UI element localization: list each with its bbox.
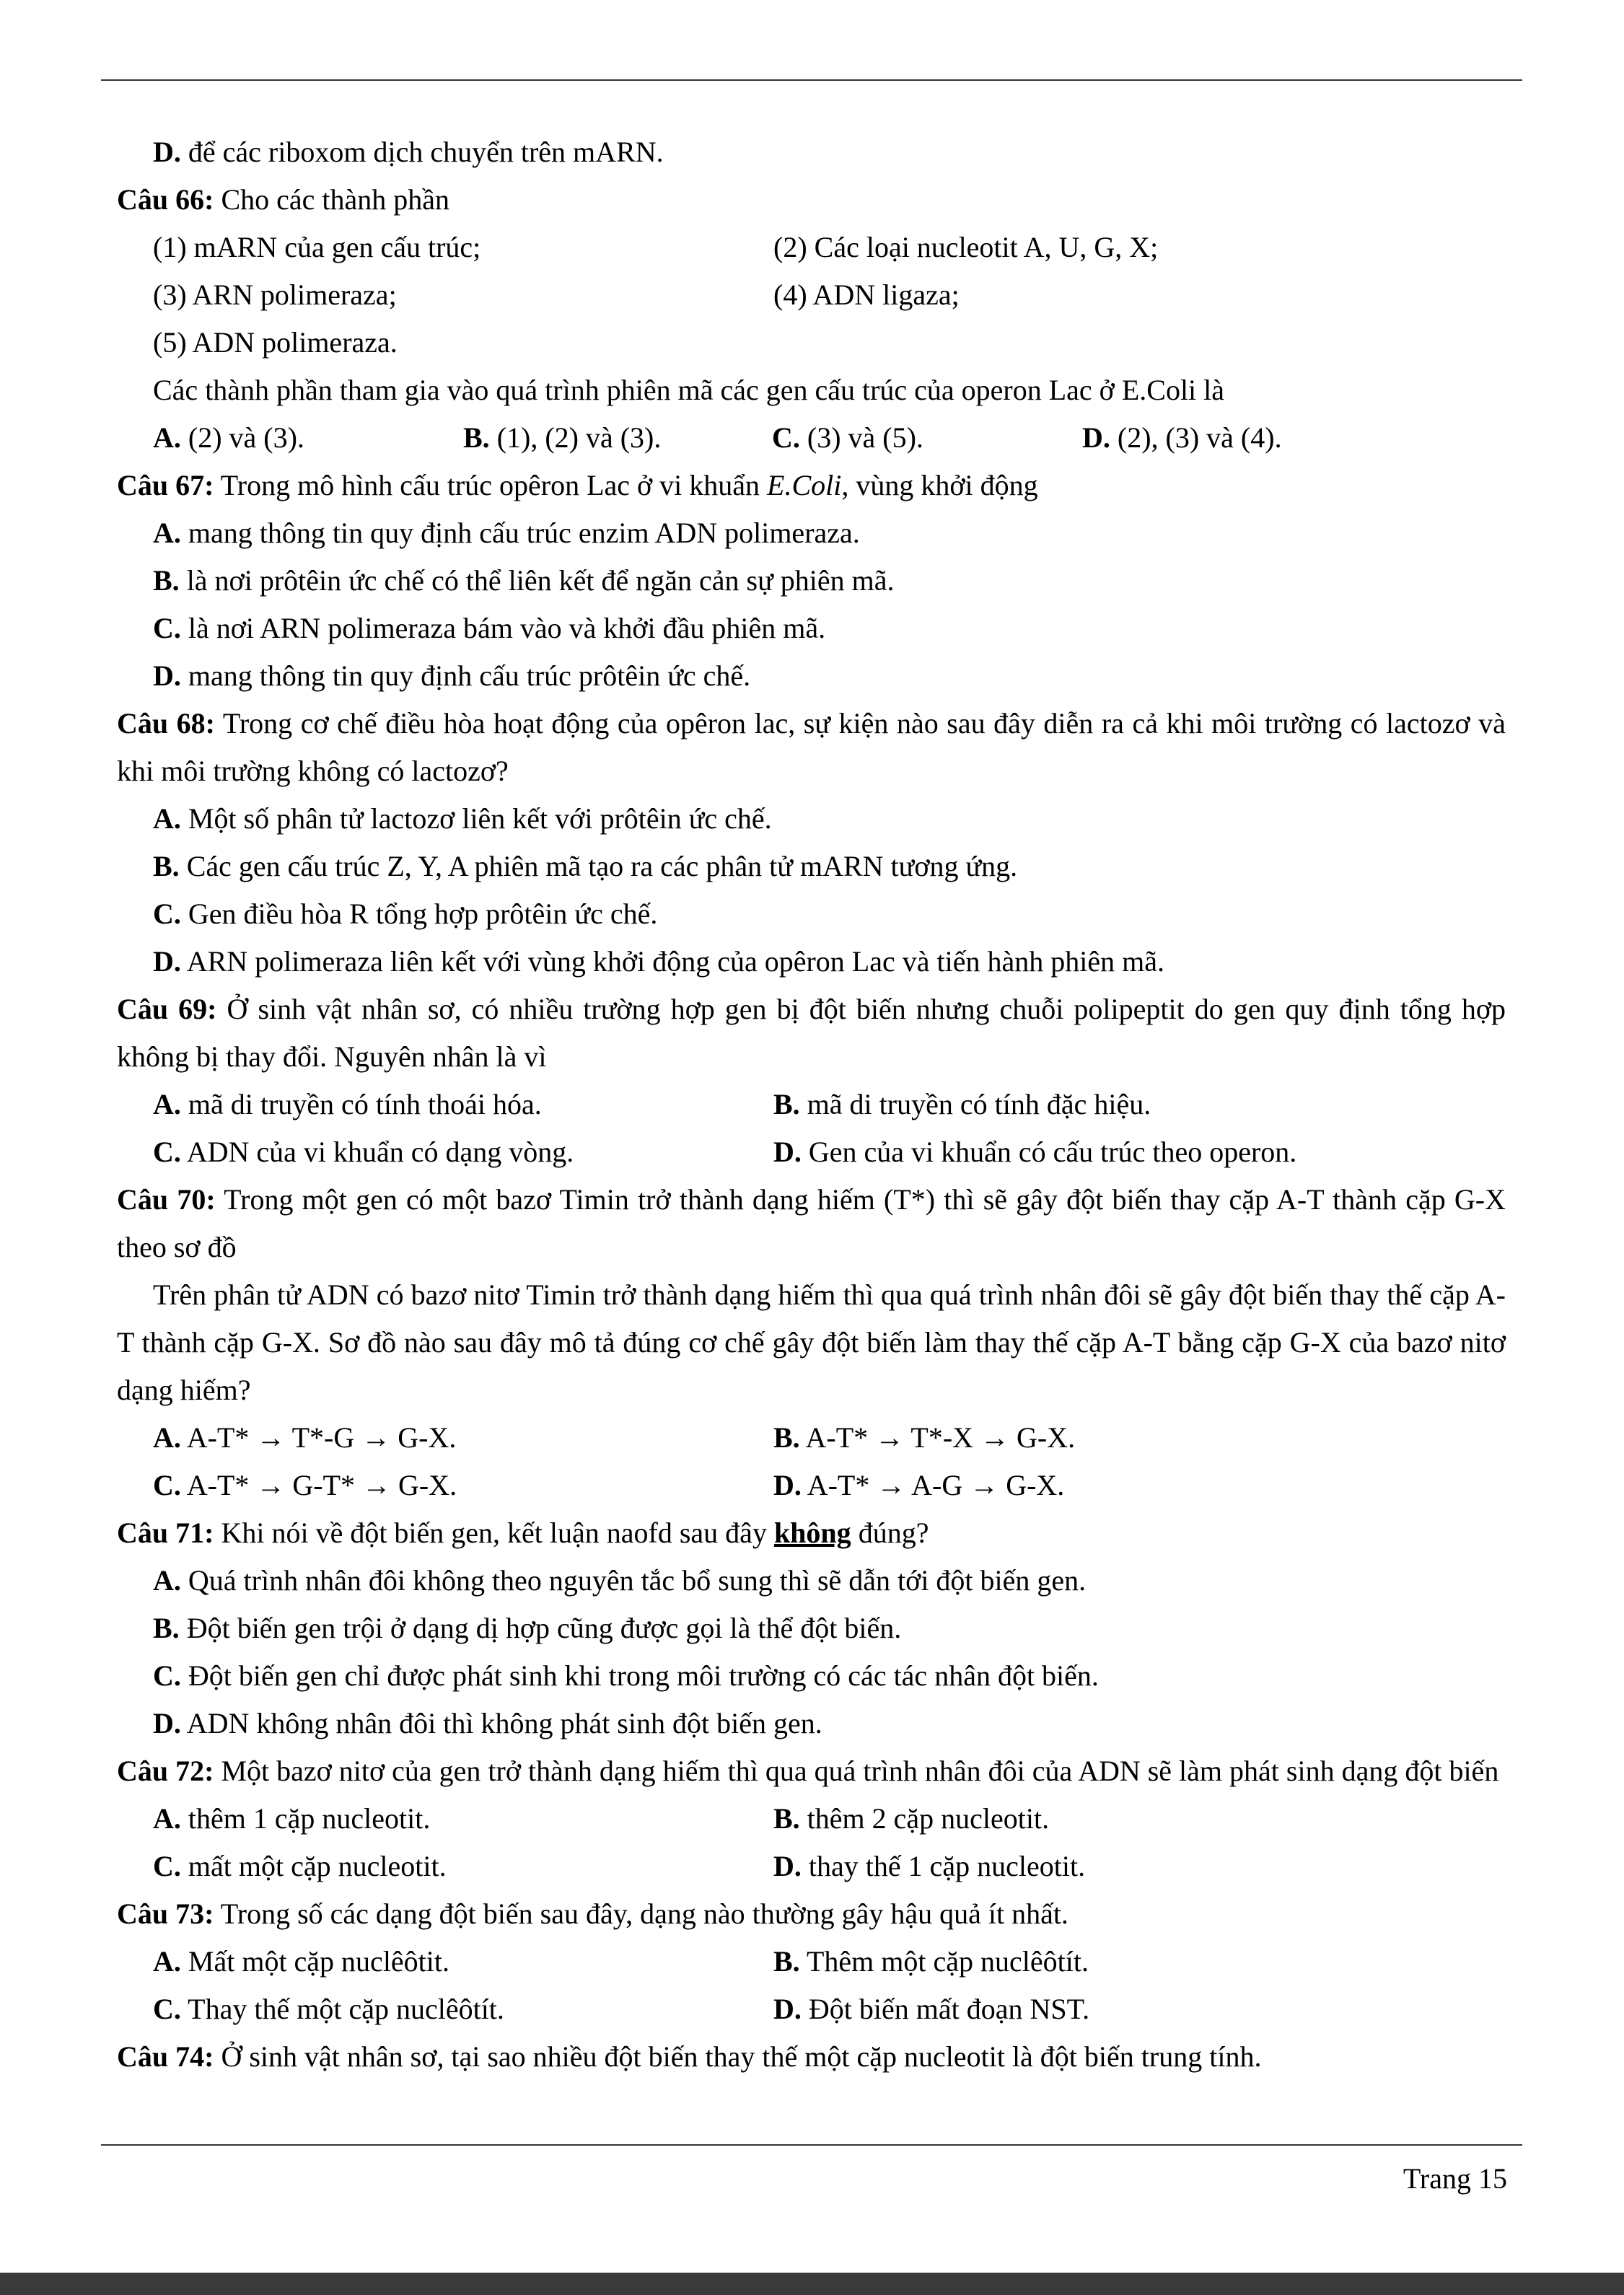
header-rule bbox=[101, 79, 1522, 81]
question-68-stem: Câu 68: Trong cơ chế điều hòa hoạt động của opêron lac, sự kiện nào sau đây diễn ra cả khi môi trường có lactozơ và khi môi trường không có lactozơ? bbox=[117, 707, 1506, 787]
q67-option-d[interactable]: D. mang thông tin quy định cấu trúc prôtêin ức chế. bbox=[153, 659, 751, 692]
q71-option-d[interactable]: D. ADN không nhân đôi thì không phát sinh đột biến gen. bbox=[153, 1707, 822, 1739]
q70-options-row-1 bbox=[117, 1414, 1506, 1462]
q66-items-row-1: (1) mARN của gen cấu trúc; (2) Các loại nucleotit A, U, G, X; bbox=[153, 231, 1159, 263]
q73-options-row-2 bbox=[117, 1985, 1506, 2033]
q70-options-row-2 bbox=[117, 1462, 1506, 1509]
q73-options-row-1 bbox=[117, 1938, 1506, 1985]
q72-options-row-1 bbox=[117, 1795, 1506, 1843]
question-69-stem: Câu 69: Ở sinh vật nhân sơ, có nhiều trường hợp gen bị đột biến nhưng chuỗi polipeptit do gen quy định tổng hợp không bị thay đổi. Nguyên nhân là vì bbox=[117, 993, 1506, 1073]
q68-option-a[interactable]: A. Một số phân tử lactozơ liên kết với prôtêin ức chế. bbox=[153, 802, 772, 835]
footer-rule bbox=[101, 2144, 1522, 2146]
page-content bbox=[117, 128, 1506, 2081]
q70-option-b[interactable]: B. A-T* → T*-X → G-X. bbox=[773, 1421, 1076, 1454]
q69-option-c[interactable]: C. ADN của vi khuẩn có dạng vòng. bbox=[153, 1136, 574, 1168]
q66-option-d[interactable]: D. (2), (3) và (4). bbox=[1082, 421, 1282, 454]
question-74-stem: Câu 74: Ở sinh vật nhân sơ, tại sao nhiều đột biến thay thế một cặp nucleotit là đột biến trung tính. bbox=[117, 2040, 1262, 2073]
q72-options-row-2 bbox=[117, 1843, 1506, 1890]
q69-option-a[interactable]: A. mã di truyền có tính thoái hóa. bbox=[153, 1088, 542, 1120]
emphasis-khong: không bbox=[773, 1517, 851, 1549]
q67-option-a[interactable]: A. mang thông tin quy định cấu trúc enzim ADN polimeraza. bbox=[153, 517, 860, 549]
q72-option-d[interactable]: D. thay thế 1 cặp nucleotit. bbox=[773, 1850, 1086, 1882]
q69-options-row-1 bbox=[117, 1081, 1506, 1128]
q69-option-d[interactable]: D. Gen của vi khuẩn có cấu trúc theo operon. bbox=[773, 1136, 1297, 1168]
q73-option-c[interactable]: C. Thay thế một cặp nuclêôtít. bbox=[153, 1993, 504, 2025]
q66-question: Các thành phần tham gia vào quá trình phiên mã các gen cấu trúc của operon Lac ở E.Coli là bbox=[153, 374, 1225, 406]
q71-option-a[interactable]: A. Quá trình nhân đôi không theo nguyên tắc bổ sung thì sẽ dẫn tới đột biến gen. bbox=[153, 1564, 1087, 1597]
q68-option-c[interactable]: C. Gen điều hòa R tổng hợp prôtêin ức chế. bbox=[153, 898, 658, 930]
question-67-stem: Câu 67: Trong mô hình cấu trúc opêron Lac ở vi khuẩn E.Coli, vùng khởi động bbox=[117, 469, 1038, 501]
q67-option-c[interactable]: C. là nơi ARN polimeraza bám vào và khởi đầu phiên mã. bbox=[153, 612, 826, 644]
question-72-stem: Câu 72: Một bazơ nitơ của gen trở thành dạng hiếm thì qua quá trình nhân đôi của ADN sẽ làm phát sinh dạng đột biến bbox=[117, 1755, 1499, 1787]
page-number: Trang 15 bbox=[1403, 2162, 1507, 2195]
q70-option-c[interactable]: C. A-T* → G-T* → G-X. bbox=[153, 1469, 457, 1501]
q67-option-b[interactable]: B. là nơi prôtêin ức chế có thể liên kết để ngăn cản sự phiên mã. bbox=[153, 564, 895, 597]
q66-option-b[interactable]: B. (1), (2) và (3). bbox=[463, 421, 662, 454]
question-71-stem: Câu 71: Khi nói về đột biến gen, kết luận naofd sau đây không đúng? bbox=[117, 1517, 929, 1549]
q73-option-a[interactable]: A. Mất một cặp nuclêôtit. bbox=[153, 1945, 450, 1978]
bottom-band bbox=[0, 2273, 1624, 2295]
q71-option-b[interactable]: B. Đột biến gen trội ở dạng dị hợp cũng được gọi là thể đột biến. bbox=[153, 1612, 902, 1644]
q72-option-b[interactable]: B. thêm 2 cặp nucleotit. bbox=[773, 1802, 1050, 1835]
question-70-stem: Câu 70: Trong một gen có một bazơ Timin trở thành dạng hiếm (T*) thì sẽ gây đột biến thay cặp A-T thành cặp G-X theo sơ đồ bbox=[117, 1183, 1506, 1263]
q69-options-row-2 bbox=[117, 1128, 1506, 1176]
q66-options bbox=[117, 414, 1506, 462]
q73-option-d[interactable]: D. Đột biến mất đoạn NST. bbox=[773, 1993, 1090, 2025]
q70-option-a[interactable]: A. A-T* → T*-G → G-X. bbox=[153, 1421, 457, 1454]
q66-item-5: (5) ADN polimeraza. bbox=[153, 326, 398, 359]
q66-items-row-2: (3) ARN polimeraza; (4) ADN ligaza; bbox=[153, 278, 960, 311]
q68-option-d[interactable]: D. ARN polimeraza liên kết với vùng khởi động của opêron Lac và tiến hành phiên mã. bbox=[153, 945, 1164, 978]
prev-option-d: D. để các riboxom dịch chuyển trên mARN. bbox=[153, 136, 664, 168]
q71-option-c[interactable]: C. Đột biến gen chỉ được phát sinh khi trong môi trường có các tác nhân đột biến. bbox=[153, 1659, 1099, 1692]
q66-option-a[interactable]: A. (2) và (3). bbox=[153, 421, 304, 454]
q70-option-d[interactable]: D. A-T* → A-G → G-X. bbox=[773, 1469, 1065, 1501]
question-66-stem: Câu 66: Cho các thành phần bbox=[117, 183, 450, 216]
q72-option-c[interactable]: C. mất một cặp nucleotit. bbox=[153, 1850, 447, 1882]
question-73-stem: Câu 73: Trong số các dạng đột biến sau đây, dạng nào thường gây hậu quả ít nhất. bbox=[117, 1897, 1068, 1930]
q68-option-b[interactable]: B. Các gen cấu trúc Z, Y, A phiên mã tạo ra các phân tử mARN tương ứng. bbox=[153, 850, 1018, 882]
q72-option-a[interactable]: A. thêm 1 cặp nucleotit. bbox=[153, 1802, 431, 1835]
q70-paragraph: Trên phân tử ADN có bazơ nitơ Timin trở thành dạng hiếm thì qua quá trình nhân đôi sẽ gây đột biến thay thế cặp A-T thành cặp G-X. Sơ đồ nào sau đây mô tả đúng cơ chế gây đột biến làm thay thế cặp A-T bằng cặp G-X của bazơ nitơ dạng hiếm? bbox=[117, 1278, 1506, 1406]
q69-option-b[interactable]: B. mã di truyền có tính đặc hiệu. bbox=[773, 1088, 1151, 1120]
q66-option-c[interactable]: C. (3) và (5). bbox=[772, 421, 923, 454]
q73-option-b[interactable]: B. Thêm một cặp nuclêôtít. bbox=[773, 1945, 1089, 1978]
